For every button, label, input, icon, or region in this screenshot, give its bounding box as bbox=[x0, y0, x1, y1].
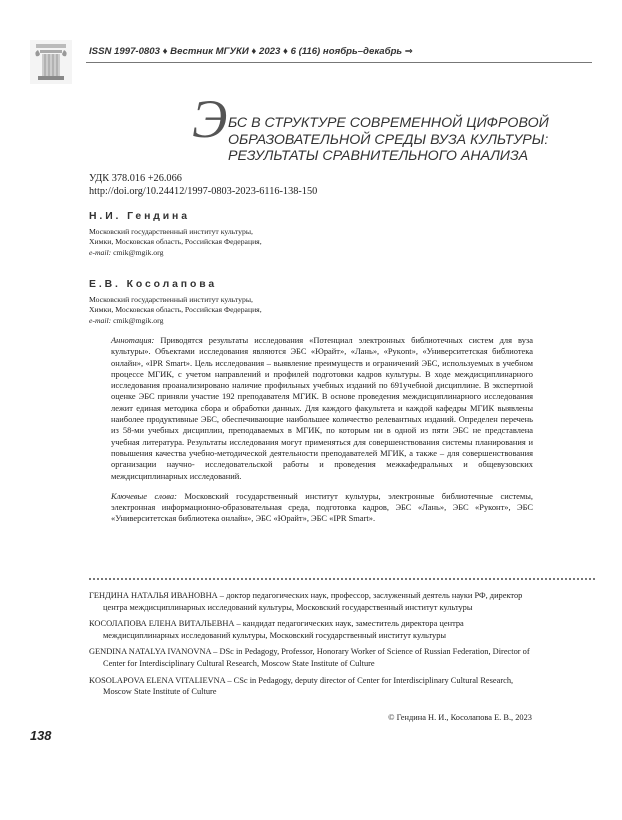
page-number: 138 bbox=[30, 728, 52, 743]
author-bios bbox=[89, 590, 533, 703]
title-line: БС В СТРУКТУРЕ СОВРЕМЕННОЙ ЦИФРОВОЙ bbox=[228, 115, 549, 131]
author-name: Н.И. Гендина bbox=[89, 211, 190, 222]
author-bio: KOSOLAPOVA ELENA VITALIEVNA – CSc in Pedagogy, deputy director of Center for Interdisciplinary Cultural Research, Moscow State Institute of Culture bbox=[89, 675, 514, 697]
author-bio: ГЕНДИНА НАТАЛЬЯ ИВАНОВНА – доктор педагогических наук, профессор, заслуженный деятель науки РФ, директор центра междисциплинарных исследований культуры, Московский государственный институт культуры bbox=[89, 591, 523, 612]
doi-link[interactable]: http://doi.org/10.24412/1997-0803-2023-6116-138-150 bbox=[89, 186, 318, 197]
email-label: e-mail: bbox=[89, 315, 112, 325]
author-bio: GENDINA NATALYA IVANOVNA – DSc in Pedagogy, Professor, Honorary Worker of Science of Russian Federation, Director of Center for Interdisciplinary Cultural Research, Moscow State Institute of Culture bbox=[89, 647, 530, 668]
affiliation-org: Московский государственный институт культуры, bbox=[89, 227, 253, 236]
abstract-label: Аннотация: bbox=[111, 335, 155, 345]
author-bio: КОСОЛАПОВА ЕЛЕНА ВИТАЛЬЕВНА – кандидат педагогических наук, заместитель директора центра междисциплинарных исследований культуры, Московский государственный институт культуры bbox=[89, 619, 464, 640]
title-line: ОБРАЗОВАТЕЛЬНОЙ СРЕДЫ ВУЗА КУЛЬТУРЫ: bbox=[228, 131, 549, 148]
author-email[interactable]: cmik@mgik.org bbox=[113, 247, 164, 257]
author-email-line bbox=[89, 316, 262, 326]
abstract-block bbox=[111, 335, 533, 525]
author-name: Е.В. Косолапова bbox=[89, 279, 218, 290]
author-affiliation bbox=[89, 295, 262, 326]
affiliation-city: Химки, Московская область, Российская Федерация, bbox=[89, 237, 262, 247]
dotted-divider bbox=[89, 578, 595, 580]
email-label: e-mail: bbox=[89, 247, 112, 257]
header-rule bbox=[86, 62, 592, 63]
running-head: ISSN 1997-0803 ♦ Вестник МГУКИ ♦ 2023 ♦ 6 (116) ноябрь–декабрь ⇒ bbox=[89, 46, 413, 57]
article-title bbox=[228, 115, 548, 165]
udk-doi-block bbox=[89, 172, 317, 198]
keywords bbox=[111, 491, 533, 525]
author-affiliation bbox=[89, 227, 262, 258]
abstract bbox=[111, 335, 533, 482]
title-drop-cap: Э bbox=[192, 89, 228, 149]
title-line: РЕЗУЛЬТАТЫ СРАВНИТЕЛЬНОГО АНАЛИЗА bbox=[228, 148, 529, 164]
keywords-text: Московский государственный институт культуры, электронные библиотечные системы, электронная информационно-образовательная среда, подготовка кадров, ЭБС «Лань», ЭБС «Руконт», ЭБС «Университетская библиотека онлайн», ЭБС «Юрайт», ЭБС «IPR Smart». bbox=[111, 490, 534, 524]
abstract-text: Приводятся результаты исследования «Потенциал электронных библиотечных систем для вуза культуры». Объектами исследования являются ЭБС «Юрайт», «Лань», «Рукont», «Университетская библиотека онлайн», «IPR Smart». Цель исследования – выявление преимуществ и ограничений ЭБС, используемых в учебном процессе МГИК, с учетом направлений и профилей подготовки кадров культуры. В ходе междисциплинарного исследования проанализировано наличие профильных учебных изданий по 691учебной дисциплине. В экспертной оценке ЭБС приняли участие 192 преподавателя МГИК. В основе проведения междисциплинарного исследования лежит единая методика сбора и обработки данных. Для каждого факультета и каждой кафедры МГИК выявлены наиболее продуктивные ЭБС, обеспечивающие наибольшее количество релевантных изданий. Определен перечень из 58-ми учебных дисциплин, преподаваемых в МГИК, по которым ни в одной из пяти ЭБС не представлена учебная литература. Результаты исследования могут применяться для совершенствования системы планирования и повышения качества учебно-методической деятельности преподавателей МГИК, а также – для совершенствования организации научно- исследовательской работы и проведения межкафедральных и общевузовских междисциплинарных исследований. bbox=[111, 335, 534, 481]
copyright: © Гендина Н. И., Косолапова Е. В., 2023 bbox=[388, 713, 532, 722]
affiliation-city: Химки, Московская область, Российская Федерация, bbox=[89, 305, 262, 315]
keywords-label: Ключевые слова: bbox=[111, 490, 177, 501]
author-email[interactable]: cmik@mgik.org bbox=[113, 315, 164, 325]
author-email-line bbox=[89, 248, 262, 258]
column-logo-icon bbox=[30, 40, 72, 84]
udk: УДК 378.016 +26.066 bbox=[89, 173, 182, 184]
affiliation-org: Московский государственный институт культуры, bbox=[89, 295, 253, 304]
